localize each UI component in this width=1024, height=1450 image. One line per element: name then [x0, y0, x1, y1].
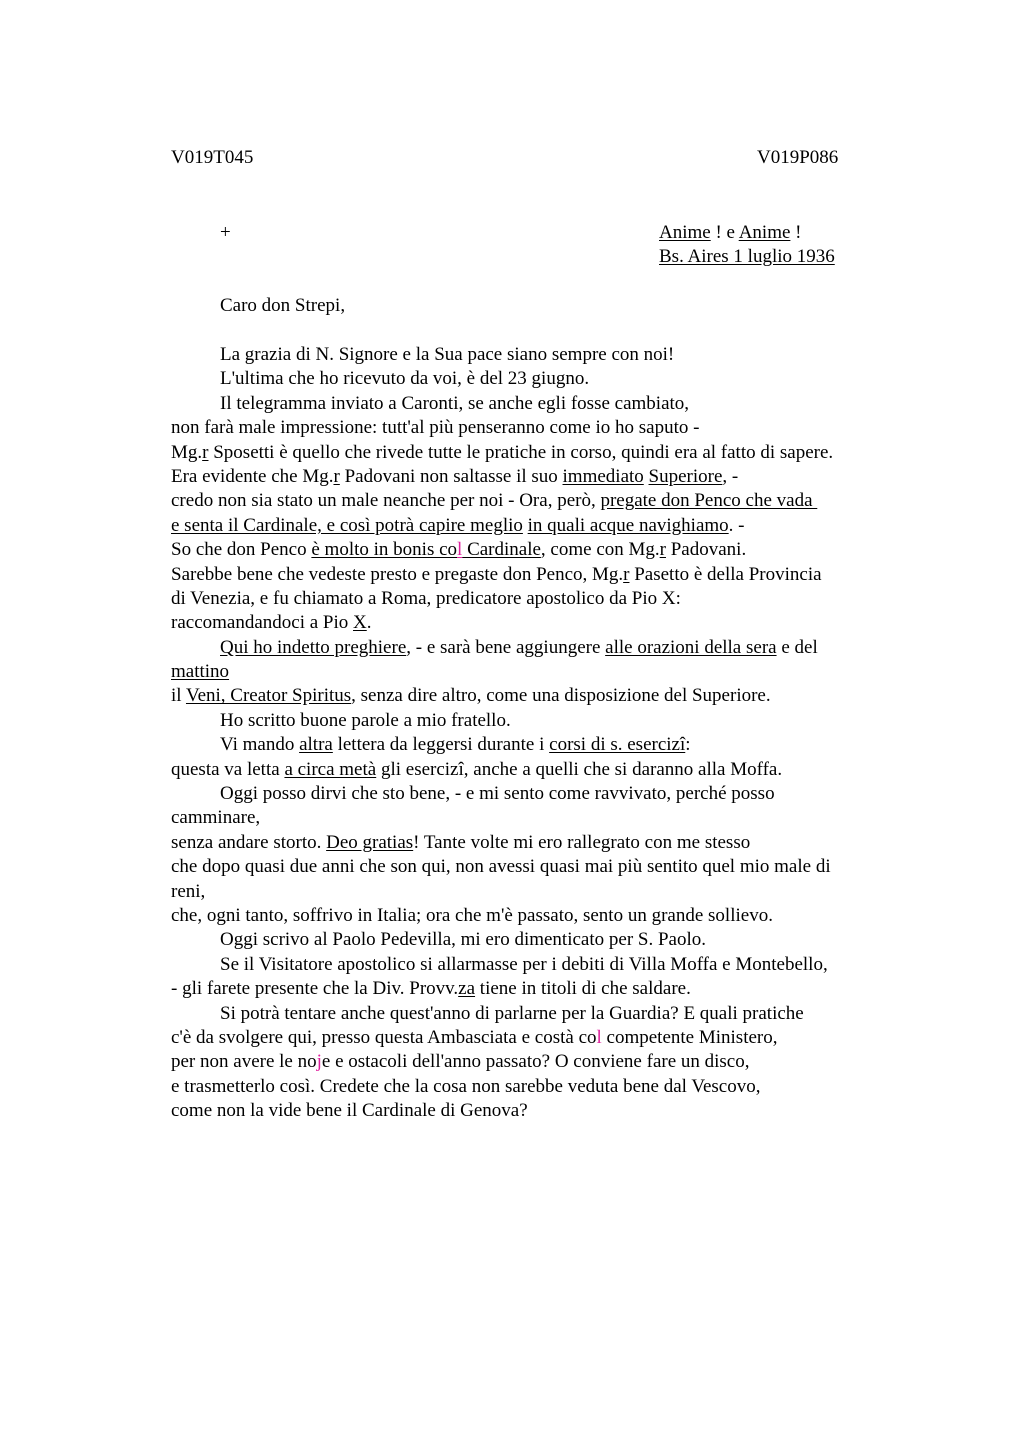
- text-span: ! Tante volte mi ero rallegrato con me stesso: [413, 831, 751, 853]
- text-span: gli esercizi: [376, 758, 464, 780]
- text-span: c'è da svolgere qui, presso questa Ambasciata e costà co: [171, 1026, 597, 1048]
- text-span: .: [366, 612, 372, 634]
- underlined-span: r: [202, 441, 209, 463]
- text-span: , -: [722, 465, 739, 487]
- text-span: Vi mando: [220, 734, 300, 756]
- letter-line: Ho scritto buone parole a mio fratello.: [220, 709, 511, 731]
- letter-line: [171, 636, 911, 660]
- text-span: , anche a quelli che si daranno alla Moffa.: [463, 758, 783, 780]
- letter-line: [171, 563, 911, 587]
- letter-line: Oggi posso dirvi che sto bene, - e mi sento come ravvivato, perché posso: [220, 783, 775, 805]
- underlined-span: r: [659, 539, 666, 561]
- letter-line: [171, 660, 911, 684]
- text-span: , come con Mg.: [540, 539, 660, 561]
- letter-line: [171, 514, 911, 538]
- letter-line: non farà male impressione: tutt'al più penseranno come io ho saputo -: [171, 417, 700, 439]
- text-span: Padovani non saltasse il suo: [339, 465, 563, 487]
- text-span: So che don Penco: [171, 539, 312, 561]
- motto-sep: ! e: [710, 222, 739, 243]
- letter-line: camminare,: [171, 807, 261, 829]
- letter-line: e trasmetterlo così. Credete che la cosa non sarebbe veduta bene dal Vescovo,: [171, 1075, 761, 1097]
- text-span: Sposetti è quello che rivede tutte le pratiche in corso, quindi era al fatto di sapere.: [208, 441, 834, 463]
- letter-line: [171, 684, 911, 708]
- highlighted-letter: l: [457, 539, 463, 561]
- underlined-span: pregate don Penco che vada: [600, 490, 818, 512]
- letter-line: [171, 611, 911, 635]
- underlined-span: alle orazioni della sera: [605, 636, 777, 658]
- highlighted-letter: l: [596, 1026, 602, 1048]
- text-span: . -: [728, 514, 745, 536]
- text-span: e del: [776, 636, 818, 658]
- underlined-span: a circa metà: [284, 758, 377, 780]
- text-span: Sarebbe bene che vedeste presto e pregaste don Penco, Mg.: [171, 563, 624, 585]
- letter-line: L'ultima che ho ricevuto da voi, è del 23 giugno.: [220, 368, 590, 390]
- letter-line: [171, 489, 911, 513]
- place-date-line: Bs. Aires 1 luglio 1936: [659, 246, 835, 267]
- letter-line: che, ogni tanto, soffrivo in Italia; ora che m'è passato, sento un grande sollievo.: [171, 904, 773, 926]
- underlined-span: r: [333, 465, 340, 487]
- letter-line: Il telegramma inviato a Caronti, se anche egli fosse cambiato,: [220, 392, 690, 414]
- document-code-right: V019P086: [757, 147, 839, 168]
- text-span: Pasetto è della Provincia: [629, 563, 822, 585]
- underlined-span: immediato: [562, 465, 644, 487]
- letter-line: [171, 538, 911, 562]
- motto-word-2: Anime: [738, 222, 791, 243]
- text-span: Era evidente che Mg.: [171, 465, 334, 487]
- text-span: competente Ministero,: [601, 1026, 778, 1048]
- underlined-span: mattino: [171, 661, 230, 683]
- text-span: credo non sia stato un male neanche per noi - Ora, però,: [171, 490, 601, 512]
- letter-line: La grazia di N. Signore e la Sua pace siano sempre con noi!: [220, 344, 675, 365]
- text-span: lettera da leggersi durante i: [332, 734, 550, 756]
- underlined-span: Veni, Creator Spiritus: [185, 685, 352, 707]
- text-span: raccomandandoci a Pio: [171, 612, 354, 634]
- text-span: questa va letta: [171, 758, 285, 780]
- underlined-span: è molto in bonis co: [311, 539, 458, 561]
- underlined-span: e senta il Cardinale, e così potrà capire meglio: [171, 514, 523, 536]
- letter-line: [171, 1026, 911, 1050]
- text-span: :: [685, 734, 691, 756]
- letter-line: come non la vide bene il Cardinale di Genova?: [171, 1100, 528, 1122]
- text-span: , senza dire altro, come una disposizione del Superiore.: [351, 685, 771, 707]
- letter-line: [171, 465, 911, 489]
- motto-word-1: Anime: [659, 222, 711, 243]
- motto-end: !: [790, 222, 802, 243]
- underlined-span: za: [458, 978, 476, 1000]
- underlined-span: Cardinale: [462, 539, 541, 561]
- cross-symbol: +: [220, 222, 231, 243]
- letter-body: [171, 343, 911, 1124]
- underlined-span: Qui ho indetto preghiere: [220, 636, 407, 658]
- underlined-span: in quali acque navighiamo: [527, 514, 729, 536]
- text-span: tiene in titoli di che saldare.: [475, 978, 691, 1000]
- greeting: Caro don Strepi,: [220, 295, 346, 316]
- text-span: - gli farete presente che la Div. Provv.: [171, 978, 459, 1000]
- letter-line: [171, 977, 911, 1001]
- underlined-span: r: [623, 563, 630, 585]
- text-span: , - e sarà bene aggiungere: [406, 636, 606, 658]
- text-span: senza andare storto.: [171, 831, 327, 853]
- letter-line: [171, 1050, 911, 1074]
- letter-line: reni,: [171, 880, 206, 902]
- text-span: Mg.: [171, 441, 203, 463]
- letter-line: di Venezia, e fu chiamato a Roma, predicatore apostolico da Pio X:: [171, 587, 681, 609]
- text-span: per non avere le no: [171, 1051, 317, 1073]
- text-span: Padovani.: [665, 539, 747, 561]
- underlined-span: Deo gratias: [326, 831, 414, 853]
- motto-block: [659, 221, 835, 269]
- text-span: e e ostacoli dell'anno passato? O conviene fare un disco,: [321, 1051, 750, 1073]
- underlined-span: X: [353, 612, 367, 634]
- letter-line: [171, 831, 911, 855]
- underlined-span: Superiore: [648, 465, 723, 487]
- letter-line: [171, 441, 911, 465]
- letter-line: Si potrà tentare anche quest'anno di parlarne per la Guardia? E quali pratiche: [220, 1002, 804, 1024]
- letter-line: che dopo quasi due anni che son qui, non avessi quasi mai più sentito quel mio male di: [171, 856, 831, 878]
- underlined-span: corsi di s. esercizî: [549, 734, 686, 756]
- letter-line: [171, 733, 911, 757]
- document-code-left: V019T045: [171, 147, 254, 168]
- text-span: il: [171, 685, 186, 707]
- underlined-span: altra: [299, 734, 333, 756]
- letter-line: Se il Visitatore apostolico si allarmasse per i debiti di Villa Moffa e Montebello,: [220, 953, 828, 975]
- letter-line: [171, 758, 911, 782]
- motto-line: [659, 221, 835, 245]
- letter-line: Oggi scrivo al Paolo Pedevilla, mi ero dimenticato per S. Paolo.: [220, 929, 706, 951]
- highlighted-letter: j: [316, 1051, 322, 1073]
